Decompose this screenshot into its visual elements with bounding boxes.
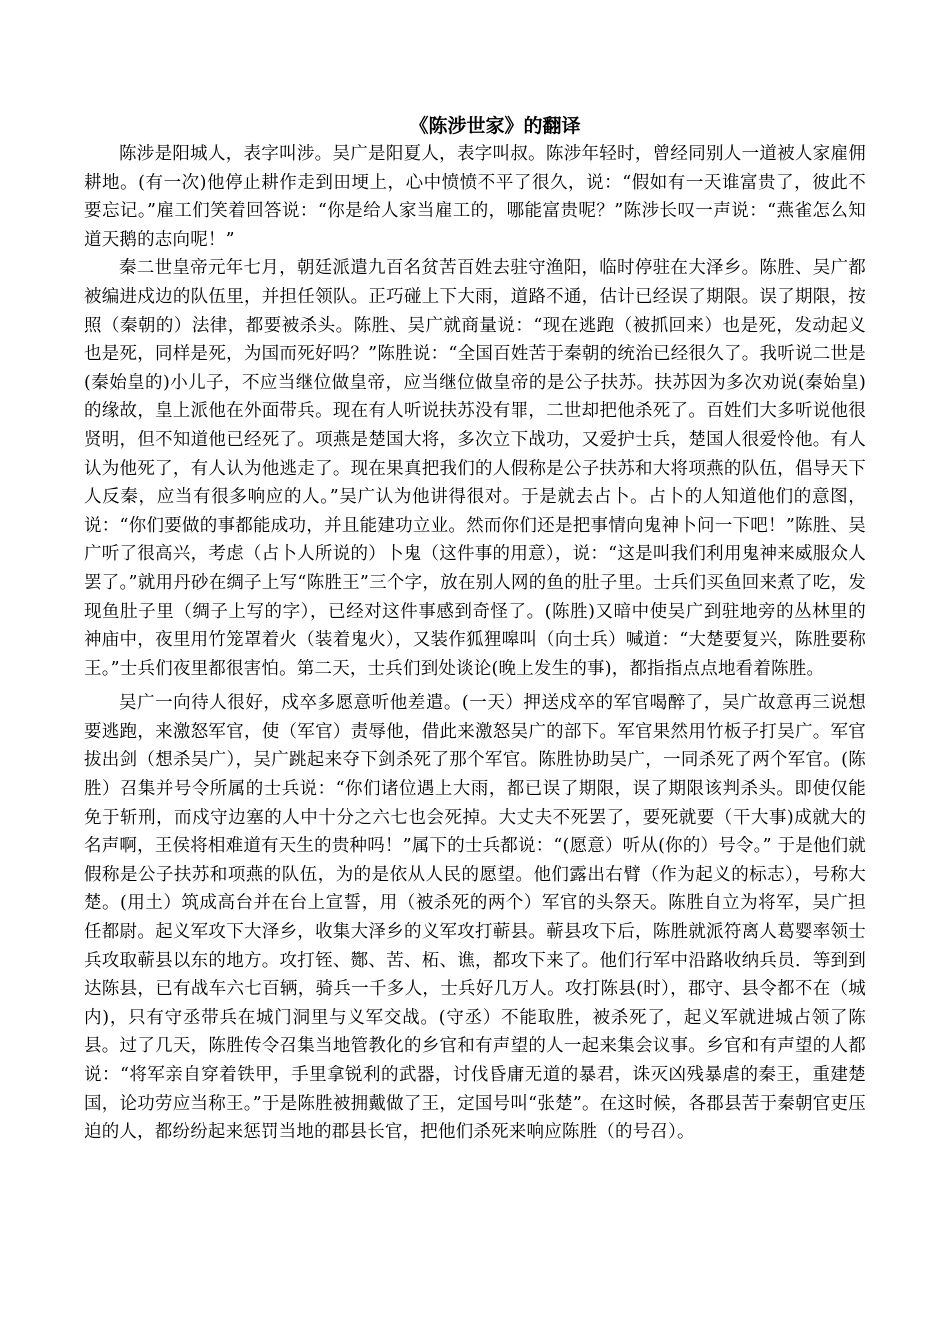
document-title: 《陈涉世家》的翻译 — [409, 115, 581, 137]
document-page — [84, 112, 866, 1147]
paragraph-1: 陈涉是阳城人，表字叫涉。吴广是阳夏人，表字叫叔。陈涉年轻时，曾经同别人一道被人家雇佣耕地。(有一次)他停止耕作走到田埂上，心中愤愤不平了很久，说：“假如有一天谁富贵了，彼此不要忘记。”雇工们笑着回答说：“你是给人家当雇工的，哪能富贵呢？”陈涉长叹一声说：“燕雀怎么知道天鹅的志向呢！” — [84, 144, 866, 250]
paragraph-2: 秦二世皇帝元年七月，朝廷派遣九百名贫苦百姓去驻守渔阳，临时停驻在大泽乡。陈胜、吴广都被编进戍边的队伍里，并担任领队。正巧碰上下大雨，道路不通，估计已经误了期限。误了期限，按照（秦朝的）法律，都要被杀头。陈胜、吴广就商量说：“现在逃跑（被抓回来）也是死，发动起义也是死，同样是死，为国而死好吗？”陈胜说：“全国百姓苦于秦朝的统治已经很久了。我听说二世是(秦始皇的)小儿子，不应当继位做皇帝，应当继位做皇帝的是公子扶苏。扶苏因为多次劝说(秦始皇)的缘故，皇上派他在外面带兵。现在有人听说扶苏没有罪，二世却把他杀死了。百姓们大多听说他很贤明，但不知道他已经死了。项燕是楚国大将，多次立下战功，又爱护士兵，楚国人很爱怜他。有人认为他死了，有人认为他逃走了。现在果真把我们的人假称是公子扶苏和大将项燕的队伍，倡导天下人反秦，应当有很多响应的人。”吴广认为他讲得很对。于是就去占卜。占卜的人知道他们的意图，说：“你们要做的事都能成功，并且能建功立业。然而你们还是把事情向鬼神卜问一下吧！”陈胜、吴广听了很高兴，考虑（占卜人所说的）卜鬼（这件事的用意），说：“这是叫我们利用鬼神来威服众人罢了。”就用丹砂在绸子上写“陈胜王”三个字，放在别人网的鱼的肚子里。士兵们买鱼回来煮了吃，发现鱼肚子里（绸子上写的字），已经对这件事感到奇怪了。(陈胜)又暗中使吴广到驻地旁的丛林里的神庙中，夜里用竹笼罩着火（装着鬼火），又装作狐狸嗥叫（向士兵）喊道：“大楚要复兴，陈胜要称王。”士兵们夜里都很害怕。第二天，士兵们到处谈论(晚上发生的事)，都指指点点地看着陈胜。 — [84, 258, 866, 679]
paragraph-3: 吴广一向待人很好，戍卒多愿意听他差遣。(一天）押送戍卒的军官喝醉了，吴广故意再三说想要逃跑，来激怒军官，使（军官）责辱他，借此来激怒吴广的部下。军官果然用竹板子打吴广。军官拔出剑（想杀吴广），吴广跳起来夺下剑杀死了那个军官。陈胜协助吴广，一同杀死了两个军官。(陈胜）召集并号令所属的士兵说：“你们诸位遇上大雨，都已误了期限，误了期限该判杀头。即使仅能免于斩刑，而戍守边塞的人中十分之六七也会死掉。大丈夫不死罢了，要死就要（干大事)成就大的名声啊，王侯将相难道有天生的贵种吗！”属下的士兵都说：“(愿意）听从(你的）号令。” 于是他们就假称是公子扶苏和项燕的队伍，为的是依从人民的愿望。他们露出右臂（作为起义的标志），号称大楚。(用土）筑成高台并在台上宣誓，用（被杀死的两个）军官的头祭天。陈胜自立为将军，吴广担任都尉。起义军攻下大泽乡，收集大泽乡的义军攻打蕲县。蕲县攻下后，陈胜就派符离人葛婴率领士兵攻取蕲县以东的地方。攻打铚、酂、苦、柘、谯，都攻下来了。他们行军中沿路收纳兵员．等到到达陈县，已有战车六七百辆，骑兵一千多人，士兵好几万人。攻打陈县(时），郡守、县令都不在（城内)，只有守丞带兵在城门洞里与义军交战。(守丞）不能取胜，被杀死了，起义军就进城占领了陈县。过了几天，陈胜传令召集当地管教化的乡官和有声望的人一起来集会议事。乡官和有声望的人都说：“将军亲自穿着铁甲，手里拿锐利的武器，讨伐昏庸无道的暴君，诛灭凶残暴虐的秦王，重建楚国，论功劳应当称王。”于是陈胜被拥戴做了王，定国号叫“张楚”。在这时候，各郡县苦于秦朝官吏压迫的人，都纷纷起来惩罚当地的郡县长官，把他们杀死来响应陈胜（的号召）。 — [84, 693, 866, 1143]
